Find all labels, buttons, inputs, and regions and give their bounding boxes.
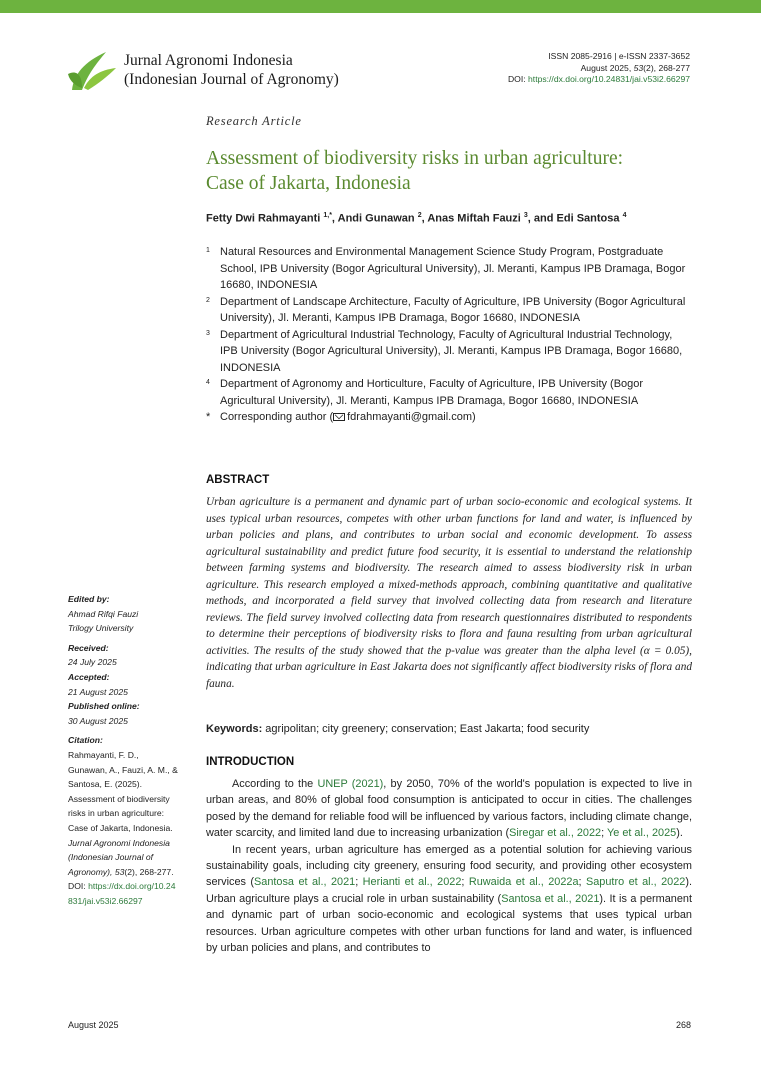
top-color-bar [0, 0, 761, 13]
author-list [206, 212, 626, 225]
email-icon [333, 413, 345, 421]
affiliation-text: Department of Agronomy and Horticulture, Faculty of Agriculture, IPB University (Bogor Agricultural University), Jl. Meranti, Kampus IPB Dramaga, Bogor 16680, INDONESIA [220, 378, 644, 407]
citation-text: Rahmayanti, F. D., Gunawan, A., Fauzi, A. M., & Santosa, E. (2025). Assessment of biodiversity risks in urban agriculture: Case of Jakarta, Indonesia. [68, 749, 178, 833]
author-separator: , [421, 212, 428, 225]
author-separator: , and [527, 212, 557, 225]
citation-doi-link[interactable]: https://dx.doi.org/10.24831/jai.v53i2.66297 [68, 881, 176, 906]
citation-link[interactable]: Santosa et al., 2021 [254, 876, 356, 889]
article-title [206, 146, 706, 196]
body-text: According to the [232, 778, 318, 790]
citation-link[interactable]: UNEP (2021) [317, 778, 384, 790]
citation-link[interactable]: Siregar et al., 2022 [509, 827, 602, 840]
author-name: Fetty Dwi Rahmayanti [206, 212, 324, 225]
affiliation-text: Department of Landscape Architecture, Faculty of Agriculture, IPB University (Bogor Agricultural University), Jl. Meranti, Kampus IPB Dramaga, Bogor 16680, INDONESIA [220, 295, 686, 324]
issue-pages: (2), 268-277 [643, 62, 690, 73]
doi-link[interactable]: https://dx.doi.org/10.24831/jai.v53i2.66297 [528, 74, 690, 84]
citation-pages: (2), 268-277. DOI: [68, 866, 174, 892]
citation-link[interactable]: Ruwaida et al., 2022a [468, 876, 579, 889]
intro-paragraph-2 [206, 842, 692, 957]
accepted-label: Accepted: [68, 671, 110, 682]
corresponding-mark: * [206, 411, 211, 423]
author-affiliation-mark: 3 [523, 212, 528, 219]
editor-affiliation: Trilogy University [68, 623, 134, 634]
author-name: Edi Santosa [556, 212, 623, 225]
author-separator: , [331, 212, 338, 225]
published-label: Published online: [68, 701, 140, 712]
received-label: Received: [68, 642, 109, 653]
keywords-text: agripolitan; city greenery; conservation; East Jakarta; food security [262, 723, 590, 735]
article-sidebar [68, 592, 180, 908]
body-text: ). [676, 827, 683, 840]
affiliation-item [206, 376, 690, 409]
affiliation-text: Department of Agricultural Industrial Technology, Faculty of Agricultural Industrial Technology, IPB University (Bogor Agricultural University), Jl. Meranti, Kampus IPB Dramaga, Bogor 16680, INDONESIA [220, 328, 683, 374]
citation-link[interactable]: Ye et al., 2025 [606, 827, 677, 840]
citation [68, 748, 180, 909]
keywords [206, 723, 589, 735]
keywords-label: Keywords: [206, 723, 263, 735]
leaf-logo-icon [66, 44, 118, 92]
citation-volume: 53 [114, 866, 125, 877]
affiliation-item [206, 244, 690, 294]
citation-link[interactable]: Santosa et al., 2021 [501, 892, 600, 905]
body-text: ; [601, 827, 607, 840]
author-name: Anas Miftah Fauzi [427, 212, 524, 225]
journal-title-en: (Indonesian Journal of Agronomy) [124, 71, 339, 88]
received-date: 24 July 2025 [68, 657, 117, 668]
abstract-heading: ABSTRACT [206, 474, 270, 486]
issue-date: August 2025, [580, 62, 634, 73]
page-number: 268 [675, 1020, 691, 1030]
author-name: Andi Gunawan [337, 212, 418, 225]
affiliation-number: 1 [206, 247, 210, 254]
edited-by-label: Edited by: [68, 594, 110, 604]
introduction-heading: INTRODUCTION [206, 756, 295, 768]
body-text: In recent years, urban agriculture has emerged as a potential solution for achieving various sustainability goals, including city greenery, ensuring food security, and providing other ecosystem services ( [206, 843, 692, 889]
published-date: 30 August 2025 [68, 715, 128, 726]
intro-paragraph-1 [206, 776, 692, 842]
doi-label: DOI: [507, 74, 529, 84]
affiliations [206, 244, 690, 426]
body-text: ). It is a permanent and dynamic part of urban socio-economic and ecological systems that uses typical urban resources. Urban agriculture competes with other urban functions for land and water, is influenced by urban policies and plans, and contributes to [206, 892, 692, 955]
issue-info [508, 63, 690, 75]
publication-meta [508, 51, 690, 86]
body-text: ; [461, 876, 469, 889]
title-line-2: Case of Jakarta, Indonesia [206, 173, 411, 194]
affiliation-number: 3 [206, 329, 210, 337]
footer-date: August 2025 [68, 1020, 119, 1030]
volume: 53 [633, 62, 644, 73]
author-affiliation-mark: 4 [622, 212, 627, 219]
journal-name [124, 51, 339, 89]
body-text: ; [578, 876, 586, 889]
citation-link[interactable]: Saputro et al., 2022 [585, 876, 686, 889]
corresponding-author [206, 409, 690, 426]
citation-label: Citation: [68, 735, 103, 746]
affiliation-number: 2 [206, 296, 210, 304]
corresponding-label: Corresponding author ( [220, 411, 334, 423]
author-affiliation-mark: 2 [417, 212, 422, 219]
corresponding-email[interactable]: fdrahmayanti@gmail.com [347, 411, 473, 423]
article-type: Research Article [206, 114, 302, 128]
journal-title: Jurnal Agronomi Indonesia [124, 52, 293, 69]
body-text: , by 2050, 70% of the world's population is expected to live in urban areas, and 80% of global food consumption is anticipated to occur in cities. The challenges posed by the demand for reliable food will be influenced by various factors, including climate change, water scarcity, and limited land due to increasing urbanization ( [206, 778, 693, 840]
affiliation-item [206, 294, 690, 327]
editor-name: Ahmad Rifqi Fauzi [68, 608, 139, 619]
title-line-1: Assessment of biodiversity risks in urban agriculture: [206, 148, 624, 169]
doi-line [508, 74, 690, 86]
author-affiliation-mark: 1,* [323, 212, 332, 219]
corresponding-close: ) [472, 411, 476, 423]
citation-journal: Jurnal Agronomi Indonesia (Indonesian Journal of Agronomy), [68, 837, 170, 877]
body-text: ; [355, 876, 363, 889]
issn: ISSN 2085-2916 | e-ISSN 2337-3652 [548, 51, 690, 61]
accepted-date: 21 August 2025 [68, 686, 128, 697]
affiliation-item [206, 327, 690, 377]
affiliation-text: Natural Resources and Environmental Management Science Study Program, Postgraduate School, IPB University (Bogor Agricultural University), Jl. Meranti, Kampus IPB Dramaga, Bogor 16680, INDONESIA [220, 246, 686, 291]
citation-link[interactable]: Herianti et al., 2022 [362, 876, 462, 889]
affiliation-number: 4 [206, 379, 210, 386]
abstract-text: Urban agriculture is a permanent and dynamic part of urban socio-economic and ecological systems. It uses typical urban resources, competes with other urban functions for land and water, is influenced by urban policies and plans, and contributes to urban social and economic development. To assess agricultural sustainability and predict future food security, it is essential to understand the relationship between farming systems and biodiversity. The research aimed to assess biodiversity risk in urban agriculture. This research employed a mixed-methods approach, combining quantitative and qualitative methods, and incorporated a field survey that involved collecting data from research and literature reviews. The field survey involved collecting data from research questionnaires distributed to respondents to determine their perceptions of biodiversity risks to flora and fauna resulting from urban agricultural activities. The results of the study showed that the p-value was greater than the alpha level (α = 0.05), indicating that urban agriculture in East Jakarta does not significantly affect biodiversity risks of flora and fauna. [206, 496, 692, 690]
introduction-body [206, 776, 692, 956]
body-text: ). Urban agriculture plays a crucial role in urban sustainability ( [206, 876, 692, 905]
